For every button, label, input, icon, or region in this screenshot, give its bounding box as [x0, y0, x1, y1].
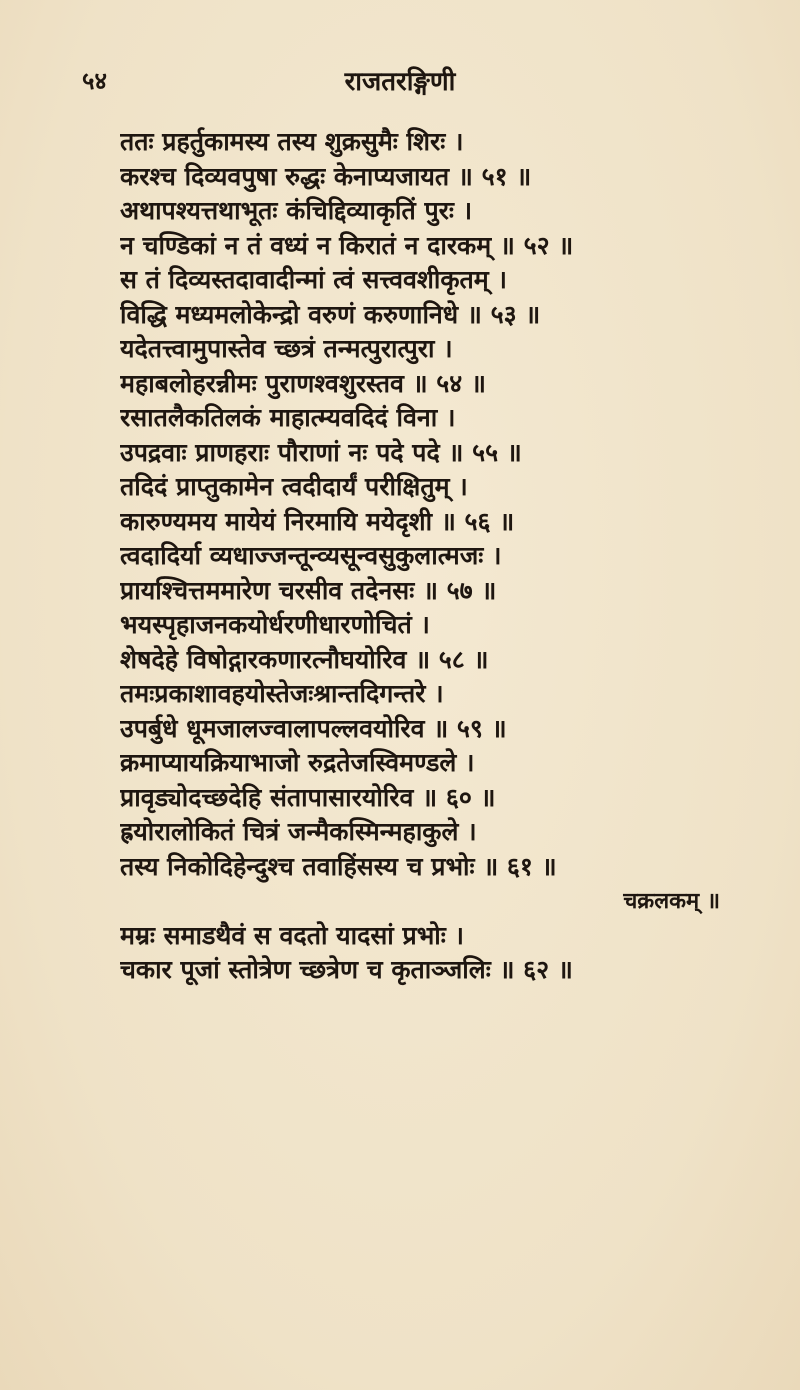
verse-line: विद्धि मध्यमलोकेन्द्रो वरुणं करुणानिधे ॥ ५३ ॥	[120, 299, 541, 329]
running-title: राजतरङ्गिणी	[344, 67, 456, 97]
verse-line: तदिदं प्राप्तुकामेन त्वदीदार्यं परीक्षितुम् ।	[120, 472, 468, 501]
verse-block	[120, 125, 720, 988]
page-number: ५४	[82, 66, 107, 95]
verse-line: महाबलोहरन्नीमः पुराणश्वशुरस्तव ॥ ५४ ॥	[120, 368, 486, 398]
verse-line: स तं दिव्यस्तदावादीन्मां त्वं सत्त्ववशीकृतम् ।	[120, 265, 507, 294]
verse-line: करश्च दिव्यवपुषा रुद्धः केनाप्यजायत ॥ ५१ ॥	[120, 161, 532, 191]
verse-line: भयस्पृहाजनकयोर्धरणीधारणोचितं ।	[120, 610, 430, 639]
verse-line: रसातलैकतिलकं माहात्म्यवदिदं विना ।	[120, 403, 456, 432]
verse-line: ह्रयोरालोकितं चित्रं जन्मैकस्मिन्महाकुले ।	[120, 817, 477, 846]
verse-line: चकार पूजां स्तोत्रेण च्छत्रेण च कृताञ्जलिः ॥ ६२ ॥	[120, 955, 573, 984]
verse-line: उपद्रवाः प्राणहराः पौराणां नः पदे पदे ॥ ५५ ॥	[120, 437, 522, 467]
section-label: चक्रलकम् ॥	[623, 888, 720, 914]
verse-line: तमःप्रकाशावहयोस्तेजःश्रान्तदिगन्तरे ।	[120, 679, 444, 708]
verse-line: अथापश्यत्तथाभूतः कंचिद्दिव्याकृतिं पुरः ।	[120, 196, 473, 225]
verse-line: प्रायश्चित्तममारेण चरसीव तदेनसः ॥ ५७ ॥	[120, 575, 497, 605]
verse-line: तस्य निकोदिहेन्दुश्च तवाहिंसस्य च प्रभोः ॥ ६१ ॥	[120, 851, 557, 881]
verse-line: न चण्डिकां न तं वध्यं न किरातं न दारकम् ॥ ५२ ॥	[120, 230, 574, 260]
verse-line: क्रमाप्यायक्रियाभाजो रुद्रतेजस्विमण्डले ।	[120, 748, 475, 777]
verse-line: त्वदादिर्या व्यधाज्जन्तून्व्यसून्वसुकुलात्मजः ।	[120, 541, 502, 570]
verse-line: यदेतत्त्वामुपास्तेव च्छत्रं तन्मत्पुरात्पुरा ।	[120, 334, 453, 363]
verse-line: प्रावृड्योदच्छदेहि संतापासारयोरिव ॥ ६० ॥	[120, 782, 496, 812]
verse-line: ततः प्रहर्तुकामस्य तस्य शुक्रसुमैः शिरः ।	[120, 127, 464, 156]
verse-line: शेषदेहे विषोद्गारकणारत्नौघयोरिव ॥ ५८ ॥	[120, 644, 489, 674]
verse-line: उपर्बुधे धूमजालज्वालापल्लवयोरिव ॥ ५९ ॥	[120, 713, 507, 743]
verse-line: मम्रः समाडथैवं स वदतो यादसां प्रभोः ।	[120, 920, 464, 950]
verse-line: कारुण्यमय मायेयं निरमायि मयेदृशी ॥ ५६ ॥	[120, 506, 515, 536]
